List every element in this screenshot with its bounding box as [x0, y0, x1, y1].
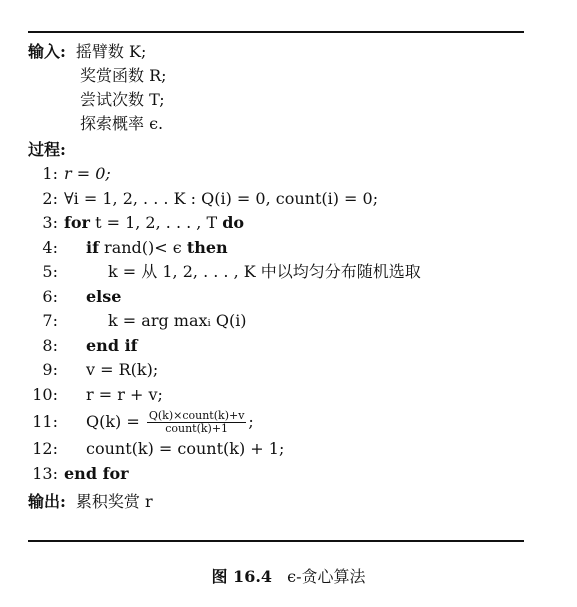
input-row-2: [28, 64, 528, 88]
keyword-else: else: [86, 286, 122, 306]
caption-label: 图 16.4: [211, 567, 273, 586]
step-line: [28, 383, 528, 408]
line-number: 6:: [42, 286, 58, 306]
keyword-for: for: [64, 213, 90, 232]
step-text: r = 0;: [64, 164, 111, 183]
step-line: [28, 187, 528, 212]
step-line: [28, 309, 528, 334]
keyword-do: do: [222, 213, 245, 232]
step-line: [28, 437, 528, 462]
step-line: [28, 358, 528, 383]
line-number: 7:: [42, 311, 58, 330]
step-text: k = 从 1, 2, . . . , K 中以均匀分布随机选取: [108, 262, 421, 281]
line-number: 10:: [32, 384, 58, 404]
step-line: [28, 236, 528, 261]
input-row-4: [28, 112, 528, 136]
line-number: 12:: [32, 439, 58, 458]
step-line: [28, 462, 528, 487]
step-line: [28, 211, 528, 236]
step-text: t = 1, 2, . . . , T: [89, 213, 223, 232]
step-text: Q(k) =: [86, 412, 145, 431]
line-number: 5:: [42, 262, 58, 281]
top-rule: [28, 31, 524, 33]
fraction: [147, 410, 247, 435]
algorithm-box: [28, 40, 528, 514]
keyword-end-if: end if: [86, 335, 138, 355]
step-line: [28, 260, 528, 285]
line-number: 11:: [32, 412, 58, 431]
input-item: 摇臂数 K;: [75, 42, 147, 61]
step-text: ∀i = 1, 2, . . . K : Q(i) = 0, count(i) = 0;: [64, 188, 379, 208]
step-text: rand()< ϵ: [98, 237, 187, 257]
fraction-numerator: Q(k)×count(k)+v: [148, 409, 245, 422]
step-line: [28, 285, 528, 310]
keyword-if: if: [86, 237, 99, 257]
line-number: 2:: [42, 188, 58, 208]
keyword-end-for: end for: [64, 463, 129, 483]
step-line: [28, 162, 528, 187]
algorithm-steps: [28, 162, 528, 486]
line-number: 1:: [42, 164, 58, 183]
fraction-denominator: count(k)+1: [165, 422, 229, 435]
figure-caption: [0, 564, 577, 587]
step-tail: ;: [248, 412, 254, 431]
input-row-3: [28, 88, 528, 112]
output-row: [28, 490, 528, 514]
process-label: 过程:: [28, 140, 66, 159]
input-label: 输入:: [28, 42, 66, 61]
input-item: 探索概率 ϵ.: [80, 114, 164, 133]
output-text: 累积奖赏 r: [75, 492, 153, 511]
step-line: [28, 407, 528, 437]
input-item: 尝试次数 T;: [80, 90, 165, 109]
step-text: k = arg maxᵢ Q(i): [108, 311, 247, 330]
line-number: 9:: [42, 360, 58, 379]
step-text: count(k) = count(k) + 1;: [86, 439, 285, 458]
input-row-1: [28, 40, 528, 64]
line-number: 13:: [32, 463, 58, 483]
input-item: 奖赏函数 R;: [80, 66, 167, 85]
keyword-then: then: [186, 237, 228, 257]
bottom-rule: [28, 540, 524, 542]
step-line: [28, 334, 528, 359]
output-label: 输出:: [28, 492, 66, 511]
line-number: 8:: [42, 335, 58, 355]
line-number: 3:: [42, 213, 58, 232]
caption-title: ϵ-贪心算法: [287, 567, 366, 586]
step-text: v = R(k);: [86, 360, 159, 379]
line-number: 4:: [42, 237, 58, 257]
step-text: r = r + v;: [86, 384, 163, 404]
